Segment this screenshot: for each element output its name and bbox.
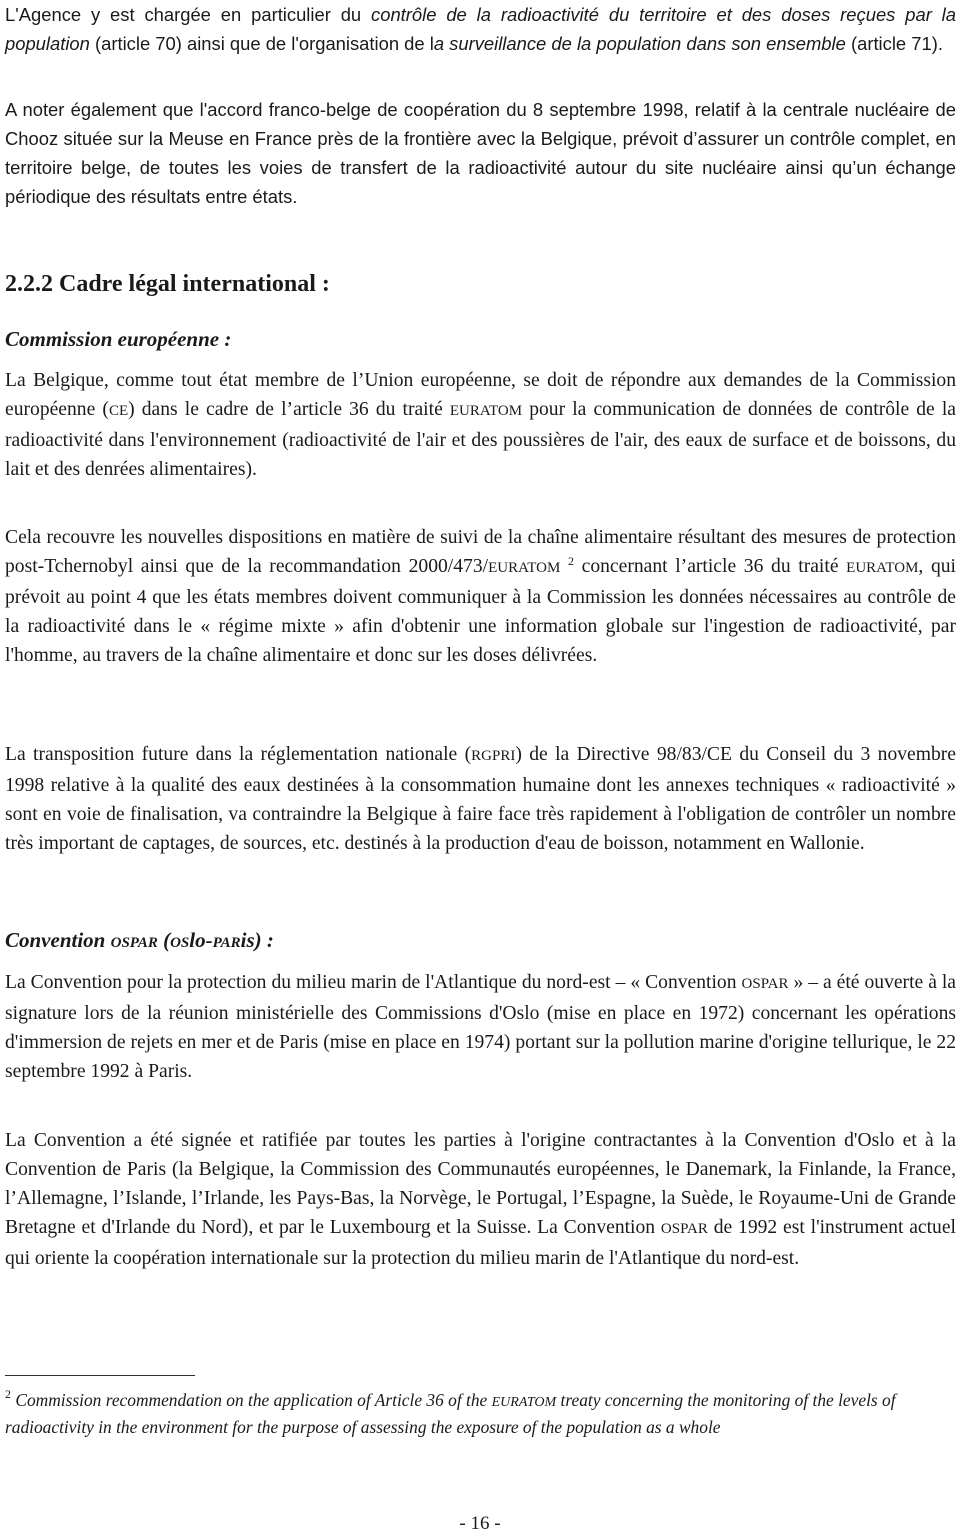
subheading-commission: Commission européenne : — [5, 327, 232, 351]
paragraph-commission: La Belgique, comme tout état membre de l’Union européenne, se doit de répondre aux demandes de la Commission européenne (CE) dans le cadre de l’article 36 du traité EURATOM pour la communication de données de contrôle de la radioactivité dans l'environnement (radioactivité de l'air et des poussières de l'air, des eaux de surface et de boissons, du lait et des denrées alimentaires). — [5, 370, 956, 480]
subheading-ospar: Convention OSPAR (OSlo-PARis) : — [5, 928, 274, 952]
section-heading: 2.2.2 Cadre légal international : — [5, 271, 330, 297]
paragraph-transposition: La transposition future dans la réglementation nationale (RGPRI) de la Directive 98/83/CE du Conseil du 3 novembre 1998 relative à la qualité des eaux destinées à la consommation humaine dont les annexes techniques « radioactivité » sont en voie de finalisation, va contraindre la Belgique à faire face très rapidement à l'obligation de contrôler un nombre très important de captages, de sources, etc. destinés à la production d'eau de boisson, notamment en Wallonie. — [5, 744, 956, 854]
footnote-reference[interactable]: 2 — [567, 554, 574, 568]
paragraph-agence: L'Agence y est chargée en particulier du contrôle de la radioactivité du territoire et des doses reçues par la population (article 70) ainsi que de l'organisation de la surveillance de la population dans son ensemble (article 71). — [5, 4, 956, 54]
paragraph-tchernobyl: Cela recouvre les nouvelles dispositions en matière de suivi de la chaîne alimentaire résultant des mesures de protection post-Tchernobyl ainsi que de la recommandation 2000/473/EURATOM $^2$ concernant l’article 36 du traité EURATOM, qui prévoit au point 4 que les états membres doivent communiquer à la Commission les données nécessaires au contrôle de la radioactivité dans le « régime mixte » afin d'obtenir une information globale sur l'ingestion de radioactivité, par l'homme, au travers de la chaîne alimentaire et donc sur les doses délivrées. — [5, 527, 956, 666]
footnote-number: 2 — [5, 1387, 11, 1401]
footnote: $^2$ Commission recommendation on the application of Article 36 of the EURATOM treaty concerning the monitoring of the levels of radioactivity in the environment for the purpose of assessing the exposure of the population as a whole — [5, 1387, 896, 1437]
paragraph-accord-chooz: A noter également que l'accord franco-belge de coopération du 8 septembre 1998, relatif à la centrale nucléaire de Chooz située sur la Meuse en France près de la frontière avec la Belgique, prévoit d’assurer un contrôle complet, en territoire belge, de toutes les voies de transfert de la radioactivité autour du site nucléaire ainsi qu’un échange périodique des résultats entre états. — [5, 99, 956, 207]
paragraph-ospar-parties: La Convention a été signée et ratifiée par toutes les parties à l'origine contractantes à la Convention d'Oslo et à la Convention de Paris (la Belgique, la Commission des Communautés européennes, le Danemark, la Finlande, la France, l’Allemagne, l’Islande, l’Irlande, les Pays-Bas, la Norvège, le Portugal, l’Espagne, la Suède, le Royaume-Uni de Grande Bretagne et d'Irlande du Nord), et par le Luxembourg et la Suisse. La Convention OSPAR de 1992 est l'instrument actuel qui oriente la coopération internationale sur la protection du milieu marin de l'Atlantique du nord-est. — [5, 1130, 956, 1269]
footnote-separator — [5, 1375, 195, 1376]
paragraph-ospar-convention: La Convention pour la protection du milieu marin de l'Atlantique du nord-est – « Convention OSPAR » – a été ouverte à la signature lors de la réunion ministérielle des Commissions d'Oslo (mise en place en 1972) concernant les opérations d'immersion de rejets en mer et de Paris (mise en place en 1974) portant sur la pollution marine d'origine tellurique, le 22 septembre 1992 à Paris. — [5, 972, 957, 1082]
page-number: - 16 - — [459, 1513, 501, 1534]
